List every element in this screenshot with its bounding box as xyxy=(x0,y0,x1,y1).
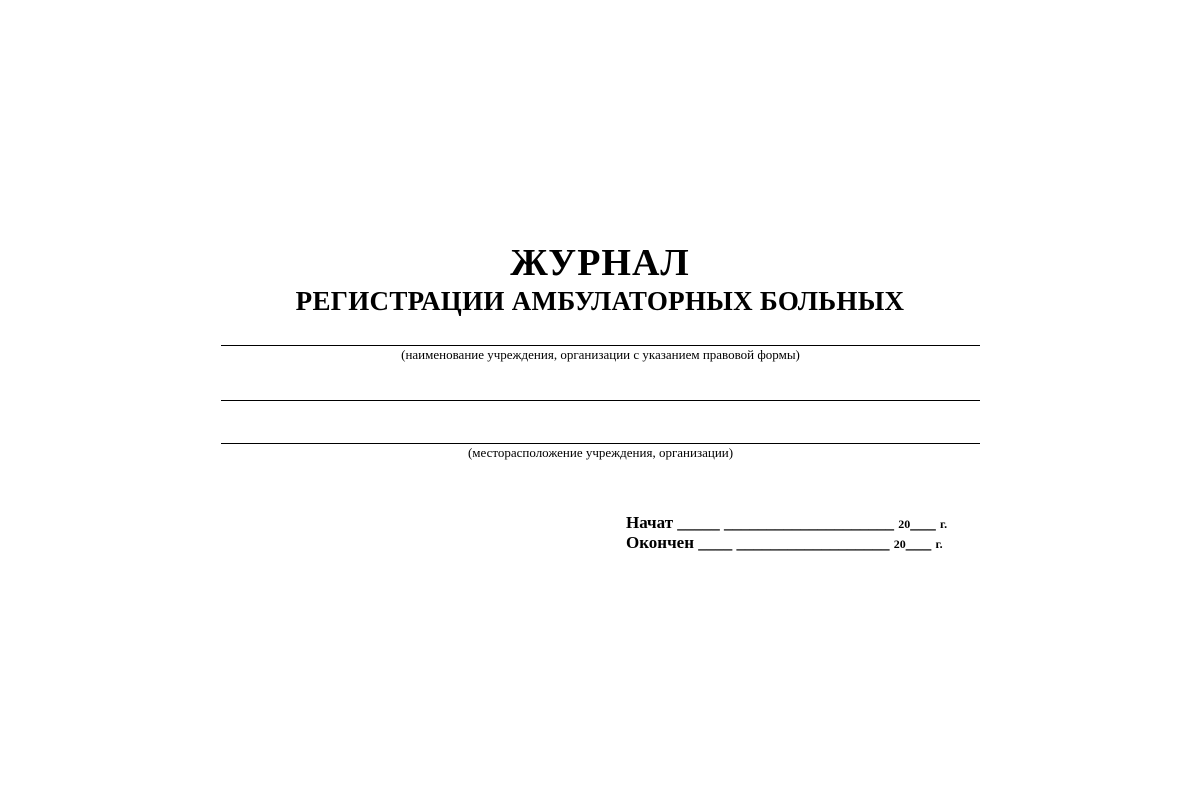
start-day-blank: _____ xyxy=(677,513,720,532)
journal-subtitle: РЕГИСТРАЦИИ АМБУЛАТОРНЫХ БОЛЬНЫХ xyxy=(295,286,905,316)
organization-name-caption: (наименование учреждения, организации с указанием правовой формы) xyxy=(401,347,800,362)
end-year-blank: ___ xyxy=(905,533,932,552)
journal-title: ЖУРНАЛ xyxy=(510,242,690,284)
start-month-blank: ____________________ xyxy=(724,513,895,532)
location-line xyxy=(221,443,980,444)
start-year-prefix: 20 xyxy=(898,517,911,531)
end-date-label: Окончен xyxy=(626,533,695,552)
end-date-line xyxy=(626,533,943,554)
location-caption: (месторасположение учреждения, организации) xyxy=(467,445,734,460)
end-month-blank: __________________ xyxy=(736,533,890,552)
start-year-suffix: г. xyxy=(940,517,948,531)
start-year-blank: ___ xyxy=(910,513,936,532)
organization-name-line-2 xyxy=(221,400,980,401)
end-day-blank: ____ xyxy=(698,533,733,552)
end-year-prefix: 20 xyxy=(893,537,906,551)
end-year-suffix: г. xyxy=(935,537,943,551)
organization-name-line xyxy=(221,345,980,346)
start-date-line xyxy=(626,513,947,534)
start-date-label: Начат xyxy=(626,513,674,532)
